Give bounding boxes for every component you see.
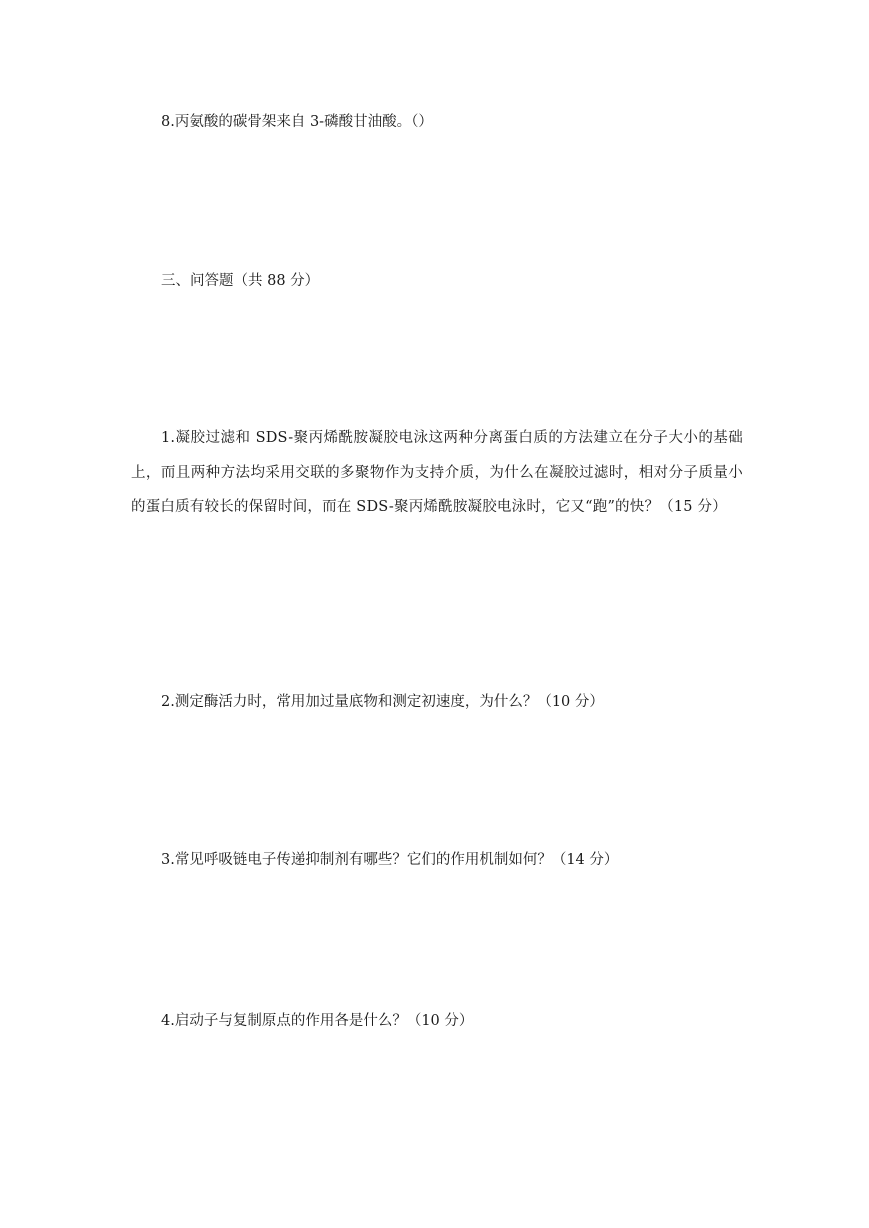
question-4: 4.启动子与复制原点的作用各是什么？（10 分） [161, 1013, 474, 1029]
section-heading: 三、问答题（共 88 分） [161, 273, 320, 289]
question-3: 3.常见呼吸链电子传递抑制剂有哪些？它们的作用机制如何？（14 分） [161, 852, 619, 868]
question-2: 2.测定酶活力时，常用加过量底物和测定初速度，为什么？（10 分） [161, 694, 604, 710]
question-1: 1.凝胶过滤和 SDS-聚丙烯酰胺凝胶电泳这两种分离蛋白质的方法建立在分子大小的基础上，而且两种方法均采用交联的多聚物作为支持介质，为什么在凝胶过滤时，相对分子质量小的蛋白质有较长的保留时间，而在 SDS-聚丙烯酰胺凝胶电泳时，它又“跑”的快？（15 分） [131, 430, 743, 515]
judgment-item-8: 8.丙氨酸的碳骨架来自 3-磷酸甘油酸。（） [161, 114, 433, 130]
